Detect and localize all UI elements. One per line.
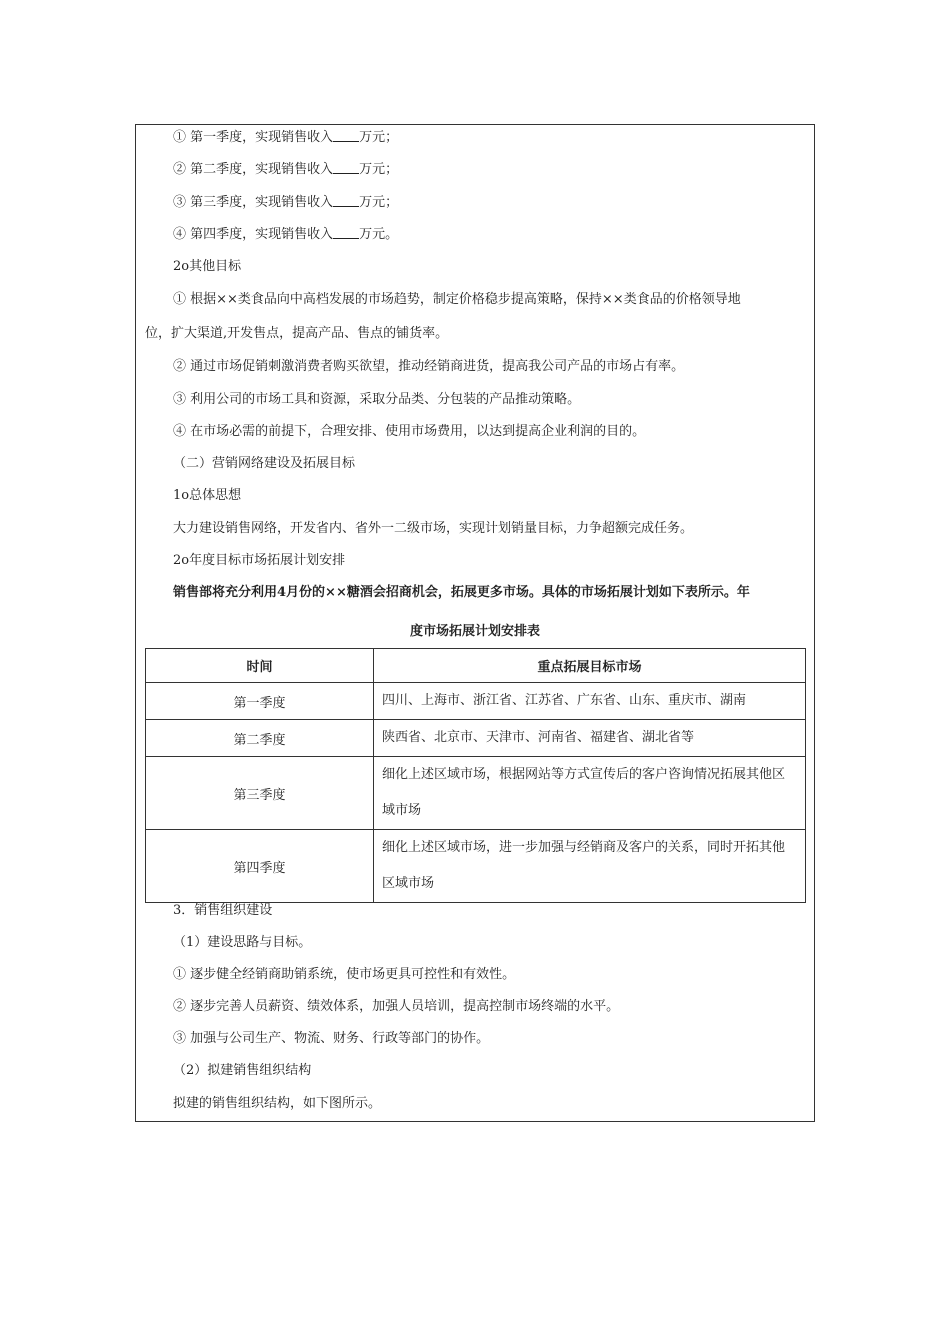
annual-plan-heading: 2o年度目标市场拓展计划安排 [173, 553, 346, 568]
goal-1-line-b: 位，扩大渠道,开发售点，提高产品、售点的铺货率。 [145, 326, 449, 341]
q1-blank [333, 129, 359, 142]
q1-target-line [173, 129, 398, 146]
table-title: 度市场拓展计划安排表 [409, 624, 540, 639]
q4-blank [333, 226, 359, 239]
row-time: 第一季度 [146, 683, 374, 720]
row-time: 第三季度 [146, 757, 374, 830]
goal-2: ② 通过市场促销刺激消费者购买欲望，推动经销商进货，提高我公司产品的市场占有率。 [173, 359, 685, 374]
q2-unit: 万元； [359, 162, 399, 177]
table-header-row [146, 649, 806, 683]
row-time: 第二季度 [146, 720, 374, 757]
row-market: 细化上述区域市场，进一步加强与经销商及客户的关系，同时开拓其他区域市场 [374, 830, 806, 903]
market-plan-table [145, 648, 806, 903]
q3-target-line [173, 194, 398, 211]
header-time: 时间 [146, 649, 374, 683]
goal-3: ③ 利用公司的市场工具和资源，采取分品类、分包装的产品推动策略。 [173, 392, 581, 407]
q4-unit: 万元。 [359, 227, 399, 242]
row-market: 四川、上海市、浙江省、江苏省、广东省、山东、重庆市、湖南 [374, 683, 806, 720]
table-row [146, 683, 806, 720]
q1-unit: 万元； [359, 130, 399, 145]
table-row [146, 830, 806, 903]
q4-target-text: ④ 第四季度，实现销售收入 [173, 227, 334, 242]
q3-unit: 万元； [359, 195, 399, 210]
q2-target-line [173, 161, 398, 178]
q4-target-line [173, 226, 398, 243]
row-market: 细化上述区域市场，根据网站等方式宣传后的客户咨询情况拓展其他区域市场 [374, 757, 806, 830]
goal-4: ④ 在市场必需的前提下，合理安排、使用市场费用，以达到提高企业利润的目的。 [173, 424, 646, 439]
q3-blank [333, 194, 359, 207]
header-market: 重点拓展目标市场 [374, 649, 806, 683]
goal-1-line-a: ① 根据××类食品向中高档发展的市场趋势，制定价格稳步提高策略，保持××类食品的价格领导地 [173, 292, 741, 307]
org-item-1: ① 逐步健全经销商助销系统，使市场更具可控性和有效性。 [173, 967, 516, 982]
org-item-2: ② 逐步完善人员薪资、绩效体系，加强人员培训，提高控制市场终端的水平。 [173, 999, 620, 1014]
q2-blank [333, 161, 359, 174]
table-row [146, 757, 806, 830]
row-time: 第四季度 [146, 830, 374, 903]
overall-text: 大力建设销售网络，开发省内、省外一二级市场，实现计划销量目标，力争超额完成任务。 [173, 521, 694, 536]
intro-bold-text: 销售部将充分利用4月份的××糖酒会招商机会，拓展更多市场。具体的市场拓展计划如下表所示。年 [173, 585, 750, 600]
org-item-3: ③ 加强与公司生产、物流、财务、行政等部门的协作。 [173, 1031, 490, 1046]
table-row [146, 720, 806, 757]
section-2-heading: （二）营销网络建设及拓展目标 [173, 456, 356, 471]
overall-heading: 1o总体思想 [173, 488, 242, 503]
q2-target-text: ② 第二季度，实现销售收入 [173, 162, 334, 177]
q3-target-text: ③ 第三季度，实现销售收入 [173, 195, 334, 210]
q1-target-text: ① 第一季度，实现销售收入 [173, 130, 334, 145]
row-market: 陕西省、北京市、天津市、河南省、福建省、湖北省等 [374, 720, 806, 757]
other-goals-heading: 2o其他目标 [173, 259, 242, 274]
sub-1-heading: （1）建设思路与目标。 [173, 935, 312, 950]
sub-2-heading: （2）拟建销售组织结构 [173, 1063, 312, 1078]
org-structure-text: 拟建的销售组织结构，如下图所示。 [173, 1096, 382, 1111]
section-3-heading: 3．销售组织建设 [173, 903, 273, 918]
